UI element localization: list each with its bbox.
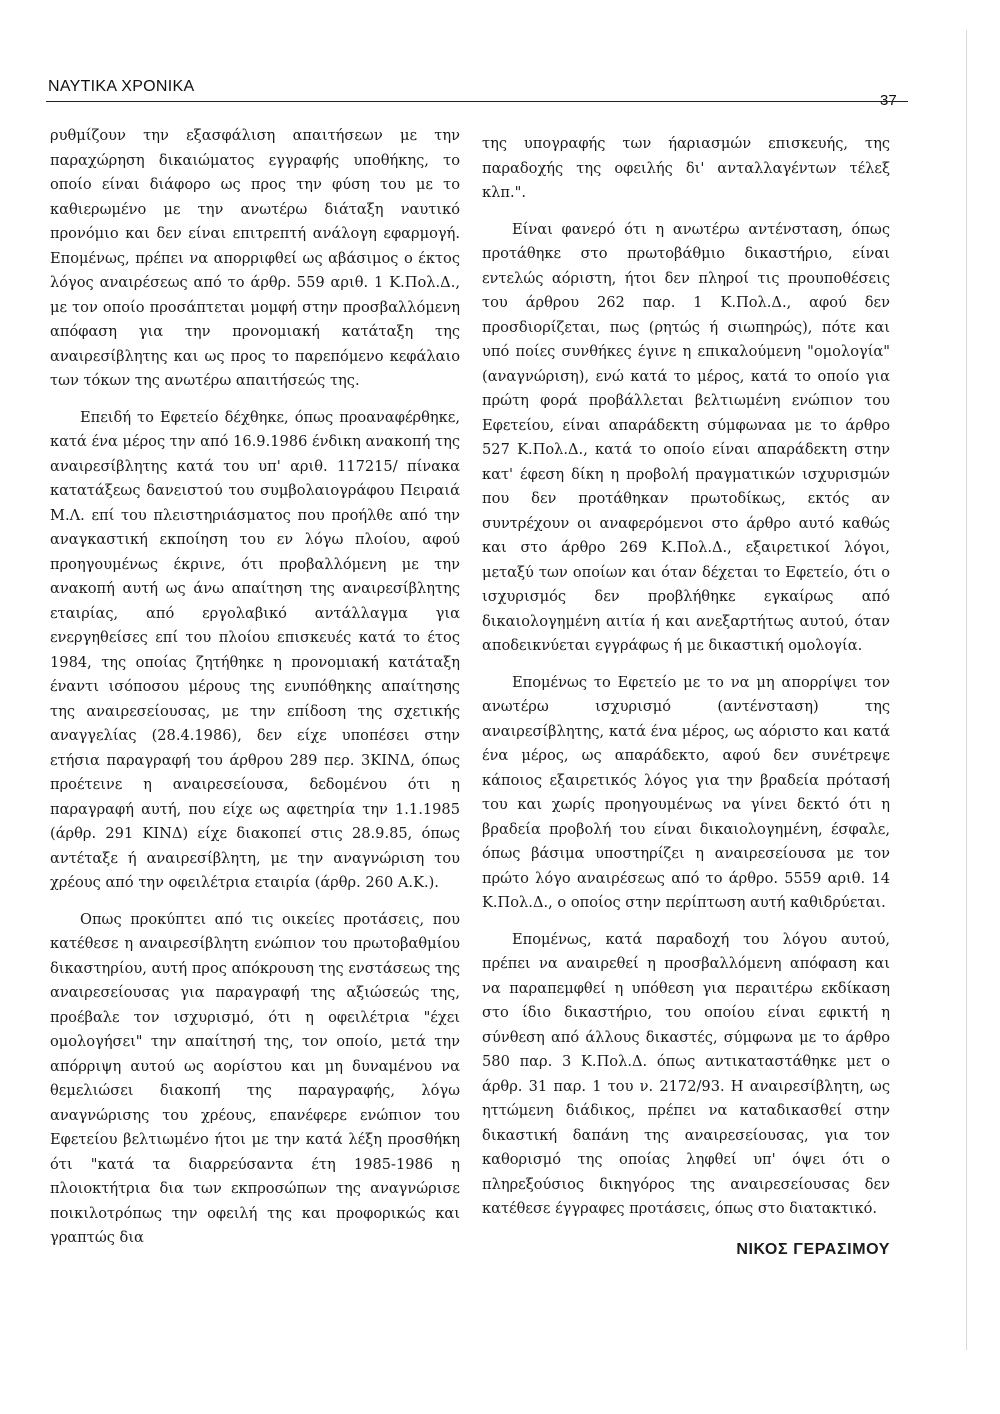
paragraph: Επειδή το Εφετείο δέχθηκε, όπως προαναφέρθηκε, κατά ένα μέρος την από 16.9.1986 ένδικη ανακοπή της αναιρεσίβλητης κατά του υπ' αριθ. 117215/ πίνακα κατατάξεως δανειστού του συμβολαιογράφου Πειραιά Μ.Λ. επί του πλειστηριάσματος που προήλθε από την αναγκαστική εκποίηση του εν λόγω πλοίου, αφού προηγουμένως έκρινε, ότι προβαλλόμενη με την ανακοπή αυτή ως άνω απαίτηση της αναιρεσίβλητης εταιρίας, από εργολαβικό αντάλλαγμα για ενεργηθείσες επί του πλοίου επισκευές κατά το έτος 1984, της οποίας ζητήθηκε η προνομιακή κατάταξη έναντι ισόποσου μέρους της ενυπόθηκης απαίτησης της αναιρεσείουσας, με την επίδοση της σχετικής αναγγελίας (28.4.1986), δεν είχε υποπέσει στην ετήσια παραγραφή του άρθρου 289 περ. 3ΚΙΝΔ, όπως προέτεινε η αναιρεσείουσα, δεδομένου ότι η παραγραφή αυτή, που είχε ως αφετηρία την 1.1.1985 (άρθρ. 291 ΚΙΝΔ) είχε διακοπεί στις 28.9.85, όπως αντέταξε ή αναιρεσίβλητη, με την αναγνώριση του χρέους από την οφειλέτρια εταιρία (άρθρ. 260 Α.Κ.). — [50, 408, 460, 891]
right-column — [482, 132, 890, 1262]
left-column — [50, 124, 460, 1263]
paragraph: Επομένως, κατά παραδοχή του λόγου αυτού, πρέπει να αναιρεθεί η προσβαλλόμενη απόφαση και να παραπεμφθεί η υπόθεση για περαιτέρω εκδίκαση στο ίδιο δικαστήριο, του οποίου είναι εφικτή η σύνθεση από άλλους δικαστές, σύμφωνα με το άρθρο 580 παρ. 3 Κ.Πολ.Δ. όπως αντικαταστάθηκε μετ ο άρθρ. 31 παρ. 1 του ν. 2172/93. Η αναιρεσίβλητη, ως ηττώμενη διάδικος, πρέπει να καταδικασθεί στην δικαστική δαπάνη της αναιρεσείουσας, για τον καθορισμό της οποίας ληφθεί υπ' όψει ότι ο πληρεξούσιος δικηγόρος της αναιρεσείουσας δεν κατέθεσε έγγραφες προτάσεις, όπως στο διατακτικό. — [482, 930, 890, 1217]
header-divider — [46, 101, 908, 102]
paragraph: ρυθμίζουν την εξασφάλιση απαιτήσεων με την παραχώρηση δικαιώματος εγγραφής υποθήκης, το οποίο είναι διάφορο ως προς την φύση του με το καθιερωμένο με την ανωτέρω διάταξη ναυτικό προνόμιο και δεν είναι επιτρεπτή ανάλογη εφαρμογή. Επομένως, πρέπει να απορριφθεί ως αβάσιμος ο έκτος λόγος αναιρέσεως από το άρθρ. 559 αριθ. 1 Κ.Πολ.Δ., με τον οποίο προσάπτεται μομφή στην προσβαλλόμενη απόφαση για την προνομιακή κατάταξη της αναιρεσίβλητης και ως προς το παρεπόμενο κεφάλαιο των τόκων της ανωτέρω απαιτήσεώς της. — [50, 127, 460, 389]
scan-margin-line — [966, 30, 967, 1350]
paragraph: Είναι φανερό ότι η ανωτέρω αντένσταση, όπως προτάθηκε στο πρωτοβάθμιο δικαστήριο, είναι εντελώς αόριστη, ήτοι δεν πληροί τις προυποθέσεις του άρθρου 262 παρ. 1 Κ.Πολ.Δ., αφού δεν προσδιορίζεται, πως (ρητώς ή σιωπηρώς), πότε και υπό ποίες συνθήκες έγινε η επικαλούμενη "ομολογία" (αναγνώριση), ενώ κατά το μέρος, κατά το οποίο για πρώτη φορά προβάλλεται βελτιωμένη ενώπιον του Εφετείου, είναι απαράδεκτη σύμφωναα με το άρθρο 527 Κ.Πολ.Δ., κατά το οποίο είναι απαράδεκτη στην κατ' έφεση δίκη η προβολή πραγματικών ισχυρισμών που δεν προτάθηκαν πρωτοδίκως, εκτός αν συντρέχουν οι αναφερόμενοι στο άρθρο αυτό καθώς και στο άρθρο 269 Κ.Πολ.Δ., εξαιρετικοί λόγοι, μεταξύ των οποίων και όταν δέχεται το Εφετείο, ότι ο ισχυρισμός δεν προβλήθηκε εγκαίρως από δικαιολογημένη αιτία ή και ανεξαρτήτως αυτού, όταν αποδεικνύεται εγγράφως ή με δικαστική ομολογία. — [482, 220, 890, 654]
journal-title: ΝΑΥΤΙΚΑ ΧΡΟΝΙΚΑ — [48, 78, 195, 95]
paragraph: της υπογραφής των ήαριασμών επισκευής, της παραδοχής της οφειλής δι' ανταλλαγέντων τέλεξ κλπ.". — [482, 135, 890, 201]
paragraph: Επομένως το Εφετείο με το να μη απορρίψει τον ανωτέρω ισχυρισμό (αντένσταση) της αναιρεσίβλητης, κατά ένα μέρος, ως αόριστο και κατά ένα μέρος, ως απαράδεκτο, αφού δεν συνέτρεψε κάποιος εξαιρετικός λόγος για την βραδεία πρότασή του και χωρίς προηγουμένως να γίνει δεκτό ότι η βραδεία προβολή του είναι δικαιολογημένη, έσφαλε, όπως βάσιμα υποστηρίζει η αναιρεσείουσα με τον πρώτο λόγο αναιρέσεως από το άρθρο. 5559 αριθ. 14 Κ.Πολ.Δ., ο οποίος στην περίπτωση αυτή καθιδρύεται. — [482, 673, 890, 911]
page-number: 37 — [880, 92, 897, 109]
paragraph: Οπως προκύπτει από τις οικείες προτάσεις, που κατέθεσε η αναιρεσίβλητη ενώπιον του πρωτοβαθμίου δικαστηρίου, αυτή προς απόκρουση της ενστάσεως της αναιρεσείουσας για παραγραφή της αξιώσεώς της, προέβαλε τον ισχυρισμό, ότι η οφειλέτρια "έχει ομολογήσει" την απαίτησή της, τον οποίο, μετά την απόρριψη αυτού ως αορίστου και μη δυναμένου να θεμελιώσει διακοπή της παραγραφής, λόγω αναγνώρισης του χρέους, επανέφερε ενώπιον του Εφετείου βελτιωμένο ήτοι με την κατά λέξη προσθήκη ότι "κατά τα διαρρεύσαντα έτη 1985-1986 η πλοιοκτήτρια δια των εκπροσώπων της αναγνώρισε ποικιλοτρόπως την οφειλή της και προφορικώς και γραπτώς δια — [50, 910, 460, 1246]
author-signature: ΝΙΚΟΣ ΓΕΡΑΣΙΜΟΥ — [736, 1240, 890, 1258]
